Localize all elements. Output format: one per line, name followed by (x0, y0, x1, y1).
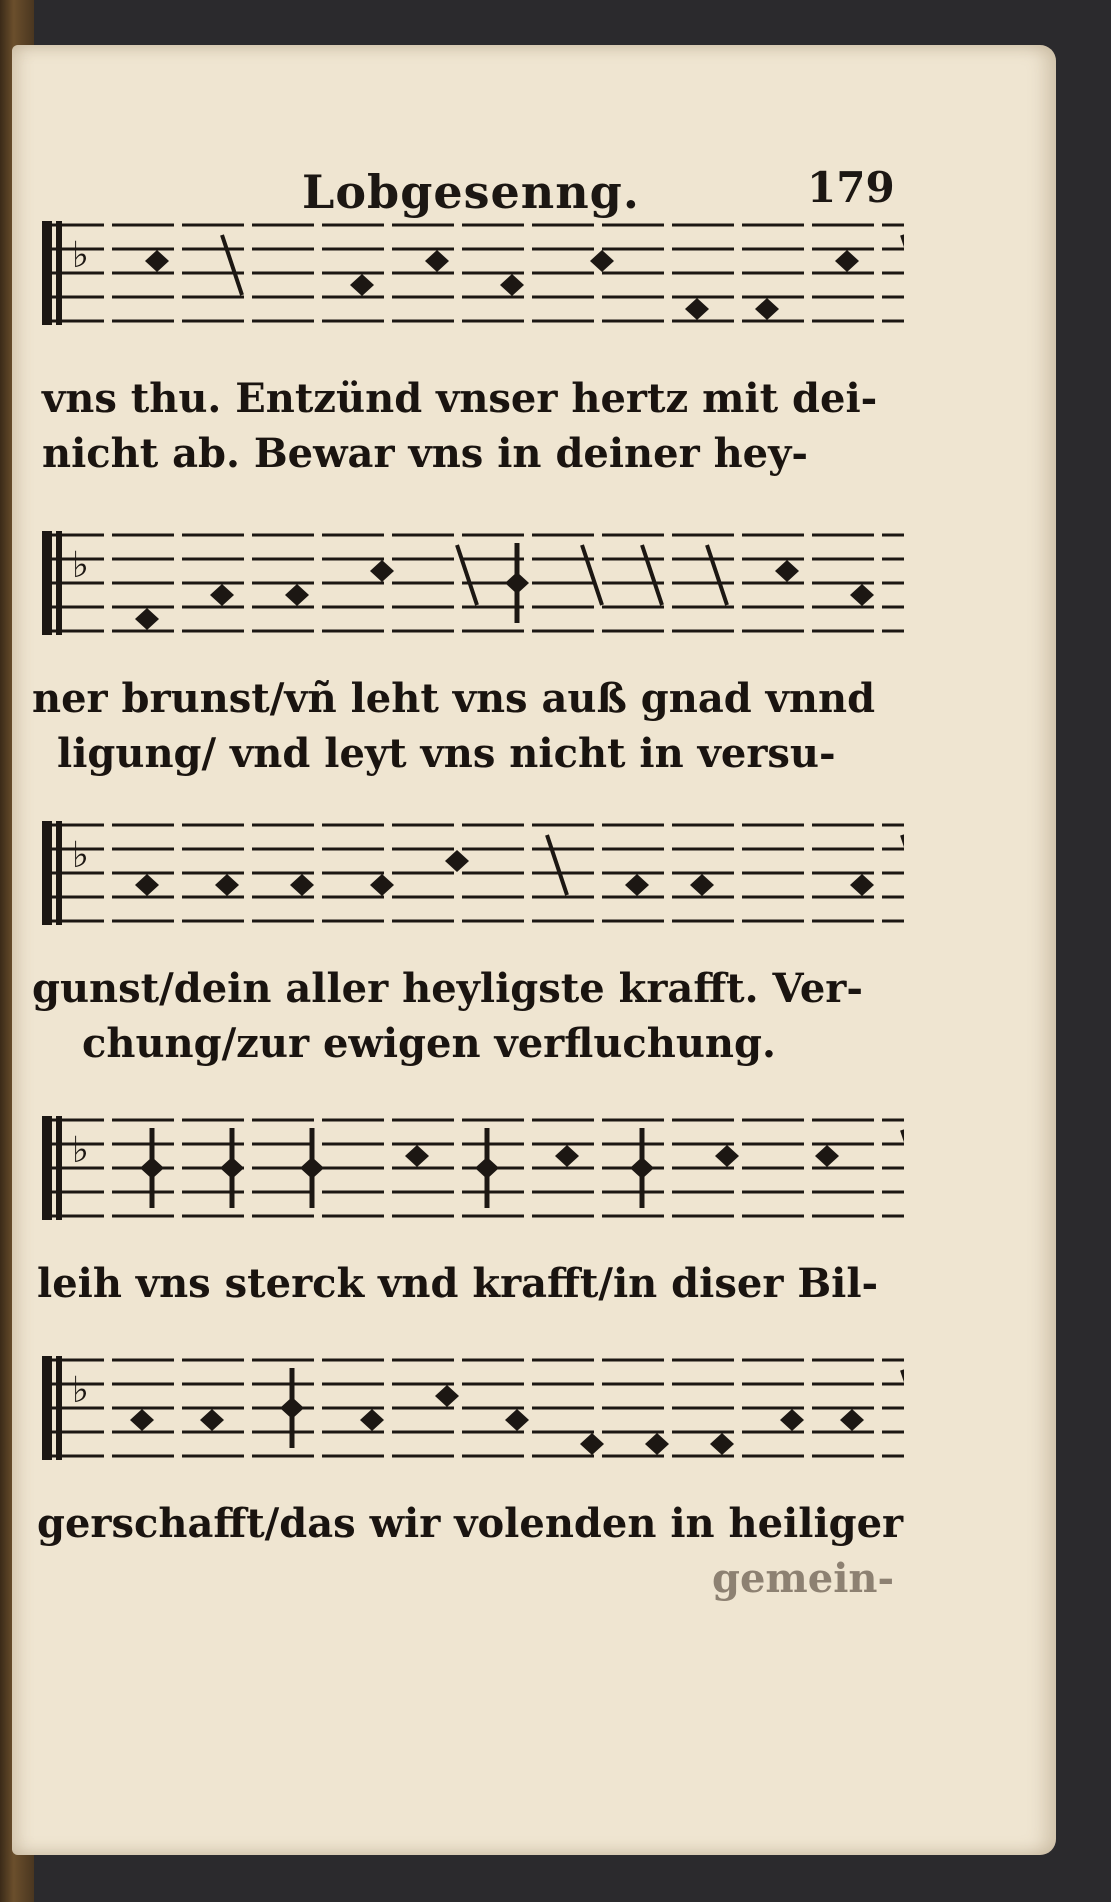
note-head (775, 560, 799, 582)
note-head (547, 835, 567, 895)
clef-bar (42, 221, 52, 325)
lyric-line-7: leih vns sterck vnd krafft/in diser Bil- (37, 1260, 879, 1307)
running-title: Lobgesenng. (302, 165, 640, 219)
flat-sign: ♭ (72, 235, 89, 276)
staff-lines (42, 535, 904, 631)
note-head (140, 1128, 164, 1208)
note-head (840, 1409, 864, 1431)
note-head (690, 874, 714, 896)
note-head (902, 1370, 904, 1430)
staff-lines (42, 1120, 904, 1216)
note-head (582, 545, 602, 605)
lyric-line-5: gunst/dein aller heyligste krafft. Ver- (32, 965, 863, 1012)
note-head (580, 1433, 604, 1455)
note-head (360, 1409, 384, 1431)
music-staff-2 (42, 525, 904, 645)
flat-sign: ♭ (72, 545, 89, 586)
music-staff-3 (42, 815, 904, 935)
note-head (707, 545, 727, 605)
lyric-line-1: vns thu. Entzünd vnser hertz mit dei- (42, 375, 878, 422)
clef-bar (56, 531, 62, 635)
note-head (210, 584, 234, 606)
staff-lines (42, 825, 904, 921)
note-head (685, 298, 709, 320)
note-head (200, 1409, 224, 1431)
note-head (850, 584, 874, 606)
note-head (642, 545, 662, 605)
note-head (835, 250, 859, 272)
flat-sign: ♭ (72, 1370, 89, 1411)
page-number: 179 (807, 163, 895, 212)
note-head (220, 1128, 244, 1208)
clef-bar (42, 821, 52, 925)
music-staff-5 (42, 1350, 904, 1470)
lyric-line-8: gerschafft/das wir volenden in heiliger (37, 1500, 904, 1547)
note-head (280, 1368, 304, 1448)
note-head (505, 1409, 529, 1431)
clef-bar (56, 221, 62, 325)
music-staff-4 (42, 1110, 904, 1230)
lyric-line-6: chung/zur ewigen verfluchung. (82, 1020, 776, 1067)
note-head (625, 874, 649, 896)
note-head (215, 874, 239, 896)
note-head (457, 545, 477, 605)
staff-lines (42, 1360, 904, 1456)
music-staff-1 (42, 215, 904, 335)
note-head (902, 235, 904, 295)
note-head (850, 874, 874, 896)
note-head (135, 608, 159, 630)
clef-bar (56, 1356, 62, 1460)
note-head (555, 1145, 579, 1167)
clef-bar (42, 531, 52, 635)
note-head (370, 874, 394, 896)
lyric-line-4: ligung/ vnd leyt vns nicht in versu- (57, 730, 836, 777)
clef-bar (56, 821, 62, 925)
note-head (590, 250, 614, 272)
note-head (902, 835, 904, 895)
note-head (435, 1385, 459, 1407)
note-head (222, 235, 242, 295)
lyric-line-3: ner brunst/vñ leht vns auß gnad vnnd (32, 675, 876, 722)
note-head (475, 1128, 499, 1208)
note-head (290, 874, 314, 896)
clef-bar (56, 1116, 62, 1220)
clef-bar (42, 1356, 52, 1460)
note-head (780, 1409, 804, 1431)
note-head (710, 1433, 734, 1455)
lyric-line-2: nicht ab. Bewar vns in deiner hey- (42, 430, 808, 477)
book-page (12, 45, 1056, 1855)
note-head (755, 298, 779, 320)
note-head (505, 543, 529, 623)
note-head (815, 1145, 839, 1167)
note-head (145, 250, 169, 272)
note-head (370, 560, 394, 582)
note-head (135, 874, 159, 896)
note-head (715, 1145, 739, 1167)
catchword: gemein- (712, 1555, 895, 1602)
note-head (630, 1128, 654, 1208)
note-head (405, 1145, 429, 1167)
note-head (500, 274, 524, 296)
note-head (902, 1130, 904, 1190)
note-head (425, 250, 449, 272)
note-head (445, 850, 469, 872)
note-head (285, 584, 309, 606)
flat-sign: ♭ (72, 1130, 89, 1171)
flat-sign: ♭ (72, 835, 89, 876)
note-head (130, 1409, 154, 1431)
note-head (350, 274, 374, 296)
note-head (300, 1128, 324, 1208)
clef-bar (42, 1116, 52, 1220)
note-head (645, 1433, 669, 1455)
